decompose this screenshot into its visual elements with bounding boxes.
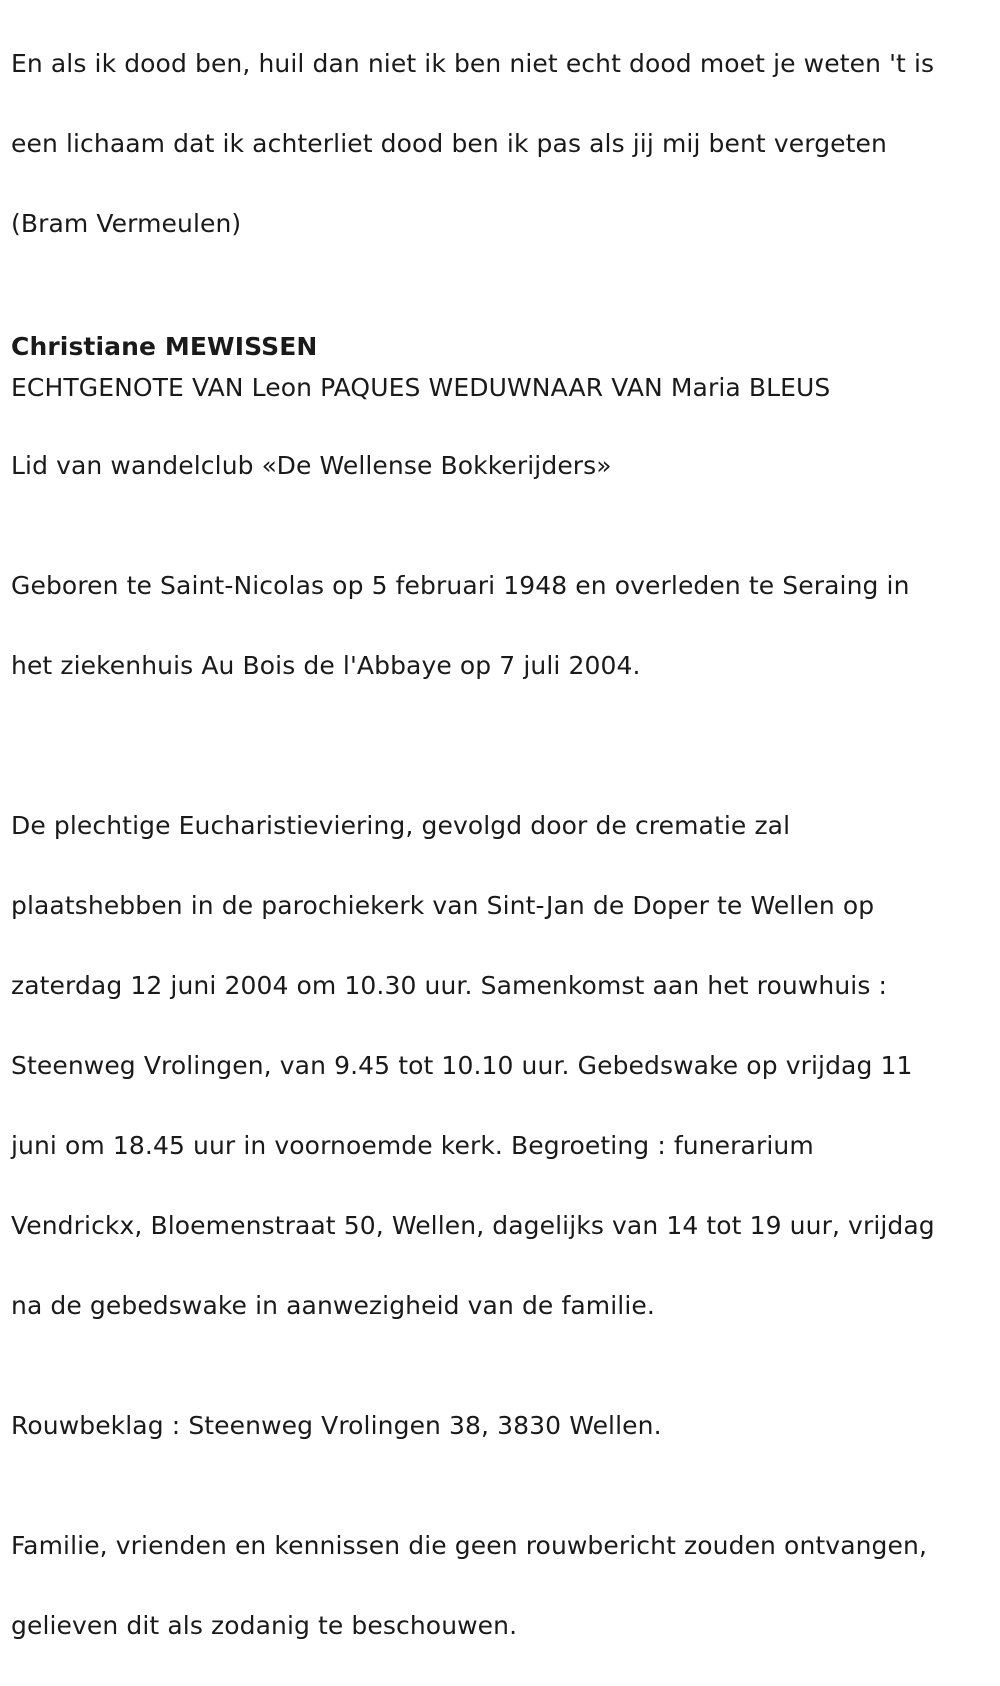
spacer	[11, 406, 993, 446]
ceremony-line: na de gebedswake in aanwezigheid van de familie.	[11, 1291, 655, 1320]
birth-death-line: het ziekenhuis Au Bois de l'Abbaye op 7 juli 2004.	[11, 651, 641, 680]
birth-death-paragraph	[11, 526, 993, 726]
ceremony-line: zaterdag 12 juni 2004 om 10.30 uur. Samenkomst aan het rouwhuis :	[11, 971, 888, 1000]
ceremony-line: Steenweg Vrolingen, van 9.45 tot 10.10 uur. Gebedswake op vrijdag 11	[11, 1051, 913, 1080]
closing-line: gelieven dit als zodanig te beschouwen.	[11, 1611, 518, 1640]
ceremony-paragraph	[11, 766, 993, 1366]
spacer	[11, 284, 993, 324]
quote-author: (Bram Vermeulen)	[11, 209, 242, 238]
condolence-address: Rouwbeklag : Steenweg Vrolingen 38, 3830 Wellen.	[11, 1411, 662, 1440]
quote-line: En als ik dood ben, huil dan niet ik ben niet echt dood moet je weten 't is	[11, 49, 935, 78]
ceremony-line: plaatshebben in de parochiekerk van Sint-Jan de Doper te Wellen op	[11, 891, 875, 920]
spacer	[11, 486, 993, 526]
membership-line: Lid van wandelclub «De Wellense Bokkerijders»	[11, 451, 612, 480]
spacer	[11, 1446, 993, 1486]
obituary-document	[11, 4, 993, 1686]
quote-line: een lichaam dat ik achterliet dood ben ik pas als jij mij bent vergeten	[11, 129, 887, 158]
birth-death-line: Geboren te Saint-Nicolas op 5 februari 1948 en overleden te Seraing in	[11, 571, 910, 600]
deceased-name: Christiane MEWISSEN	[11, 332, 318, 361]
spacer	[11, 726, 993, 766]
ceremony-line: De plechtige Eucharistieviering, gevolgd door de crematie zal	[11, 811, 791, 840]
quote-paragraph	[11, 4, 993, 284]
ceremony-line: juni om 18.45 uur in voornoemde kerk. Begroeting : funerarium	[11, 1131, 814, 1160]
spacer	[11, 1366, 993, 1406]
closing-paragraph	[11, 1486, 993, 1686]
deceased-relation: ECHTGENOTE VAN Leon PAQUES WEDUWNAAR VAN Maria BLEUS	[11, 373, 831, 402]
closing-line: Familie, vrienden en kennissen die geen rouwbericht zouden ontvangen,	[11, 1531, 927, 1560]
ceremony-line: Vendrickx, Bloemenstraat 50, Wellen, dagelijks van 14 tot 19 uur, vrijdag	[11, 1211, 935, 1240]
